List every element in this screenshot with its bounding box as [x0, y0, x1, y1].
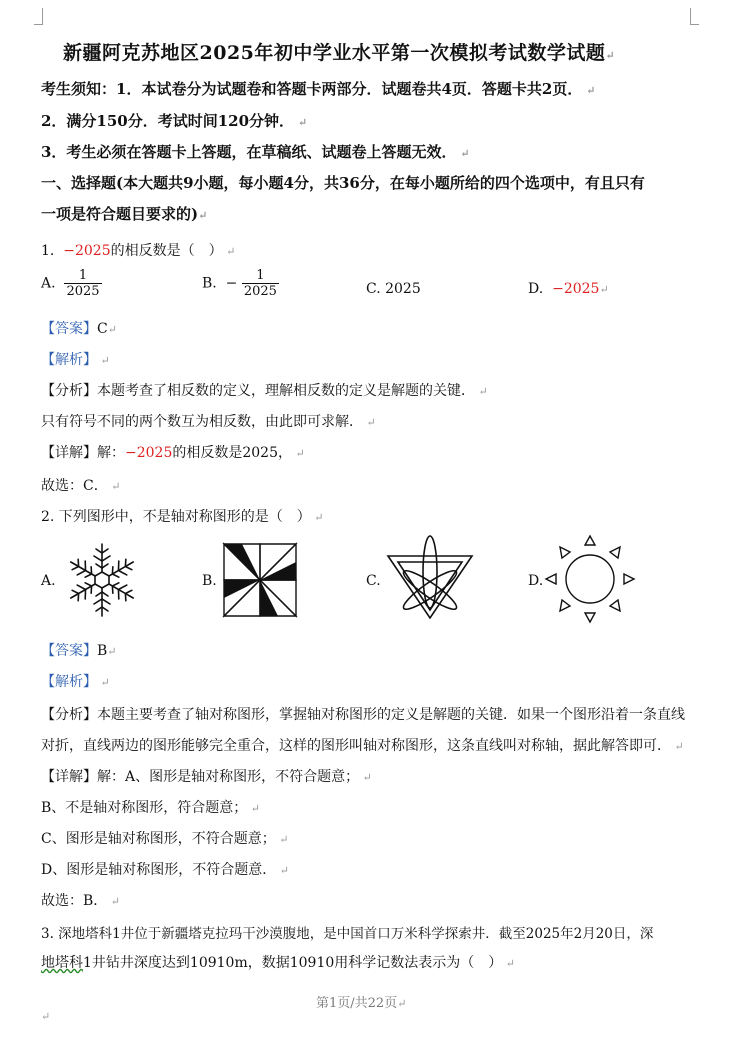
question-2-option-c-label: C.	[366, 573, 381, 589]
snowflake-figure	[62, 540, 142, 620]
question-2-answer: 【答案】B↵	[41, 643, 117, 659]
paragraph-mark: ↵	[41, 1010, 51, 1023]
question-2-solution-1: 【详解】解：A、图形是轴对称图形，不符合题意； ↵	[41, 769, 372, 785]
question-2-option-d-label: D.	[528, 573, 544, 589]
triangle-leaves-figure	[384, 532, 476, 624]
question-2-fenxi-1: 【分析】本题主要考查了轴对称图形，掌握轴对称图形的定义是解题的关键．如果一个图形沿着一条直线	[41, 707, 685, 723]
question-1-fenxi-2: 只有符号不同的两个数互为相反数，由此即可求解． ↵	[41, 414, 376, 430]
section-heading-line-2: 一项是符合题目要求的)↵	[41, 205, 208, 223]
question-1-option-d: D. −2025↵	[528, 281, 609, 297]
question-1-analysis-tag: 【解析】 ↵	[41, 352, 110, 368]
question-2-fenxi-2: 对折，直线两边的图形能够完全重合，这样的图形叫轴对称图形，这条直线叫对称轴，据此解答即可． ↵	[41, 738, 684, 754]
question-2-solution-3: C、图形是轴对称图形，不符合题意； ↵	[41, 831, 289, 847]
instructions-line-1: 考生须知：1．本试卷分为试题卷和答题卡两部分．试题卷共4页．答题卡共2页． ↵	[41, 80, 596, 98]
section-heading-line-1: 一、选择题(本大题共9小题，每小题4分，共36分，在每小题所给的四个选项中，有且只有	[41, 174, 645, 192]
page-footer: 第1页/共22页↵	[316, 996, 407, 1011]
sun-figure	[542, 534, 638, 624]
question-1-solution: 【详解】解：−2025的相反数是2025， ↵	[41, 445, 305, 461]
page-title: 新疆阿克苏地区2025年初中学业水平第一次模拟考试数学试题↵	[63, 42, 616, 64]
question-2-solution-4: D、图形是轴对称图形，不符合题意． ↵	[41, 862, 289, 878]
question-1-option-a: A. $\frac{1}{2025}$	[41, 268, 100, 299]
question-1-fenxi: 【分析】本题考查了相反数的定义，理解相反数的定义是解题的关键． ↵	[41, 383, 488, 399]
question-2-option-a-label: A.	[41, 573, 56, 589]
instructions-line-2: 2．满分150分．考试时间120分钟． ↵	[41, 112, 308, 130]
question-1-choose: 故选：C． ↵	[41, 478, 121, 494]
question-2-stem: 2. 下列图形中，不是轴对称图形的是（ ） ↵	[41, 509, 324, 525]
question-1-answer: 【答案】C↵	[41, 321, 117, 337]
instructions-line-3: 3．考生必须在答题卡上答题，在草稿纸、试题卷上答题无效． ↵	[41, 143, 470, 161]
question-2-solution-2: B、不是轴对称图形，符合题意； ↵	[41, 800, 261, 816]
question-2-analysis-tag: 【解析】 ↵	[41, 674, 110, 690]
question-1-stem: 1. −2025的相反数是（ ） ↵	[41, 243, 236, 259]
question-2-choose: 故选：B． ↵	[41, 893, 121, 909]
question-3-line-1: 3. 深地塔科1井位于新疆塔克拉玛干沙漠腹地，是中国首口万米科学探索井．截至2025年2月20日，深	[41, 926, 654, 942]
corner-mark-right	[690, 8, 699, 25]
pinwheel-figure	[222, 542, 298, 618]
question-1-option-c: C. 2025	[366, 281, 421, 297]
question-3-line-2: 地塔科1井钻井深度达到10910m，数据10910用科学记数法表示为（ ） ↵	[41, 955, 515, 971]
question-2-option-b-label: B.	[202, 573, 217, 589]
corner-mark-left	[34, 8, 43, 25]
question-1-option-b: B. − $\frac{1}{2025}$	[202, 268, 277, 299]
